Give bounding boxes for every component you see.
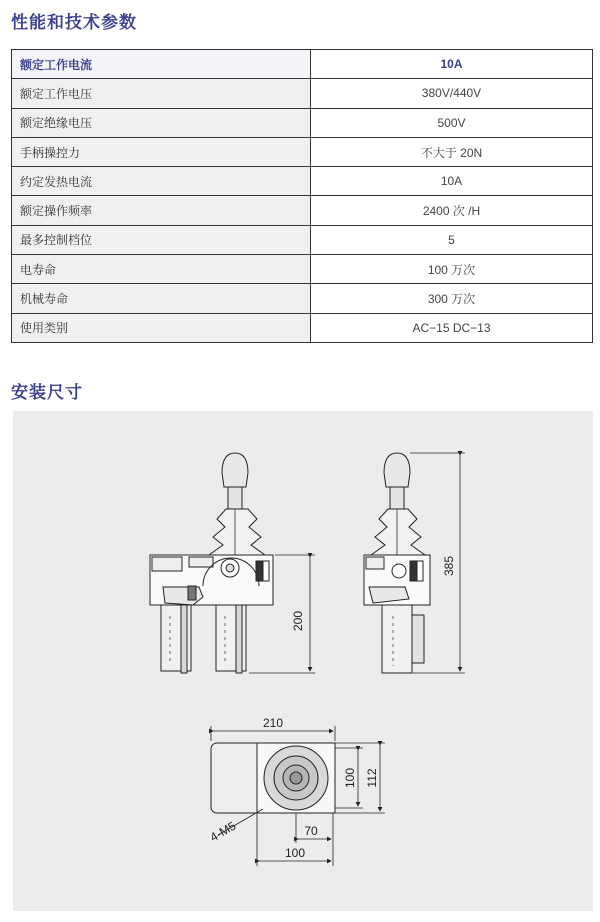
dim-label-385: 385 [442,555,456,577]
spec-label: 额定工作电流 [12,50,311,79]
drawing-svg [13,411,593,911]
spec-label: 额定操作频率 [12,196,311,225]
spec-value: 300 万次 [311,284,593,313]
spec-label: 最多控制档位 [12,225,311,254]
spec-value: 不大于 20N [311,137,593,166]
spec-value: 500V [311,108,593,137]
table-row [12,255,593,284]
spec-value: 380V/440V [311,79,593,108]
installation-title: 安装尺寸 [11,383,83,402]
table-row [12,137,593,166]
table-row [12,108,593,137]
table-row [12,196,593,225]
spec-label: 额定绝缘电压 [12,108,311,137]
dim-label-4-m5: 4-M5 [207,818,239,845]
dim-label-112: 112 [365,768,379,788]
spec-value: 100 万次 [311,255,593,284]
spec-label: 机械寿命 [12,284,311,313]
spec-label: 电寿命 [12,255,311,284]
dim-label-200: 200 [291,610,305,632]
spec-label: 额定工作电压 [12,79,311,108]
spec-table [11,49,593,343]
table-row [12,79,593,108]
table-header-row [12,50,593,79]
spec-value: 2400 次 /H [311,196,593,225]
handle-knob [222,453,248,487]
spring-block [256,561,263,581]
performance-title: 性能和技术参数 [11,13,137,32]
table-row [12,313,593,342]
front-view [150,453,273,673]
dim-label-100-depth: 100 [284,846,306,860]
dim-label-100-height: 100 [343,767,357,789]
spec-label: 约定发热电流 [12,167,311,196]
spec-label: 手柄操控力 [12,137,311,166]
dim-label-210: 210 [262,716,284,730]
dim-label-70: 70 [304,824,318,838]
table-row [12,167,593,196]
side-view [364,453,430,673]
spec-value: 5 [311,225,593,254]
table-row [12,284,593,313]
spec-value: AC−15 DC−13 [311,313,593,342]
spec-value: 10A [311,167,593,196]
table-row [12,225,593,254]
spec-value: 10A [311,50,593,79]
spec-label: 使用类别 [12,313,311,342]
dimension-drawing [13,411,593,911]
base-view [211,743,335,813]
